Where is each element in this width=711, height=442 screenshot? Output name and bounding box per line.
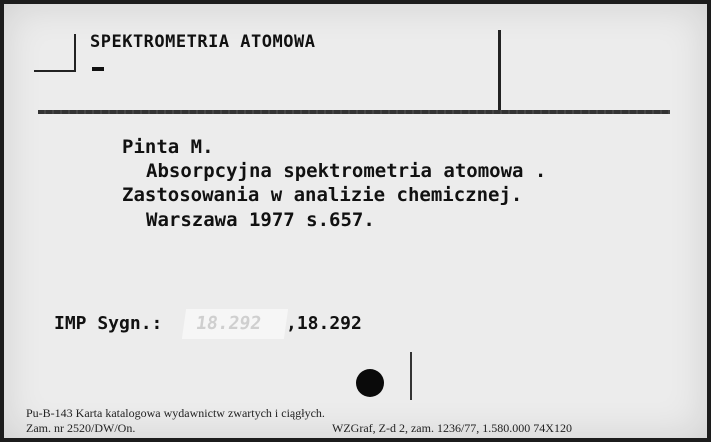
footer-order-number: Zam. nr 2520/DW/On.	[26, 421, 136, 435]
author: Pinta M.	[122, 136, 214, 158]
header-right-vertical-line	[498, 30, 501, 110]
header-rule	[38, 110, 670, 114]
subject-heading: SPEKTROMETRIA ATOMOWA	[90, 32, 316, 52]
imprint: Warszawa 1977 s.657.	[146, 209, 375, 231]
header-left-vertical-line	[74, 34, 76, 72]
footer-printer-info: WZGraf, Z-d 2, zam. 1236/77, 1.580.000 74X120	[332, 421, 572, 435]
signature-number: ,18.292	[286, 313, 362, 334]
heading-dash-mark	[92, 67, 104, 71]
header-left-horizontal-line	[34, 70, 76, 72]
title-line-1: Absorpcyjna spektrometria atomowa .	[146, 160, 547, 182]
catalog-card	[4, 4, 707, 438]
signature-stamp-faded: 18.292	[182, 309, 288, 339]
hole-side-line	[410, 352, 412, 400]
footer-form-line: Pu-B-143 Karta katalogowa wydawnictw zwartych i ciągłych.	[26, 406, 325, 420]
signature-label: IMP Sygn.:	[54, 313, 163, 334]
title-line-2: Zastosowania w analizie chemicznej.	[122, 184, 523, 206]
card-punch-hole	[356, 369, 384, 397]
